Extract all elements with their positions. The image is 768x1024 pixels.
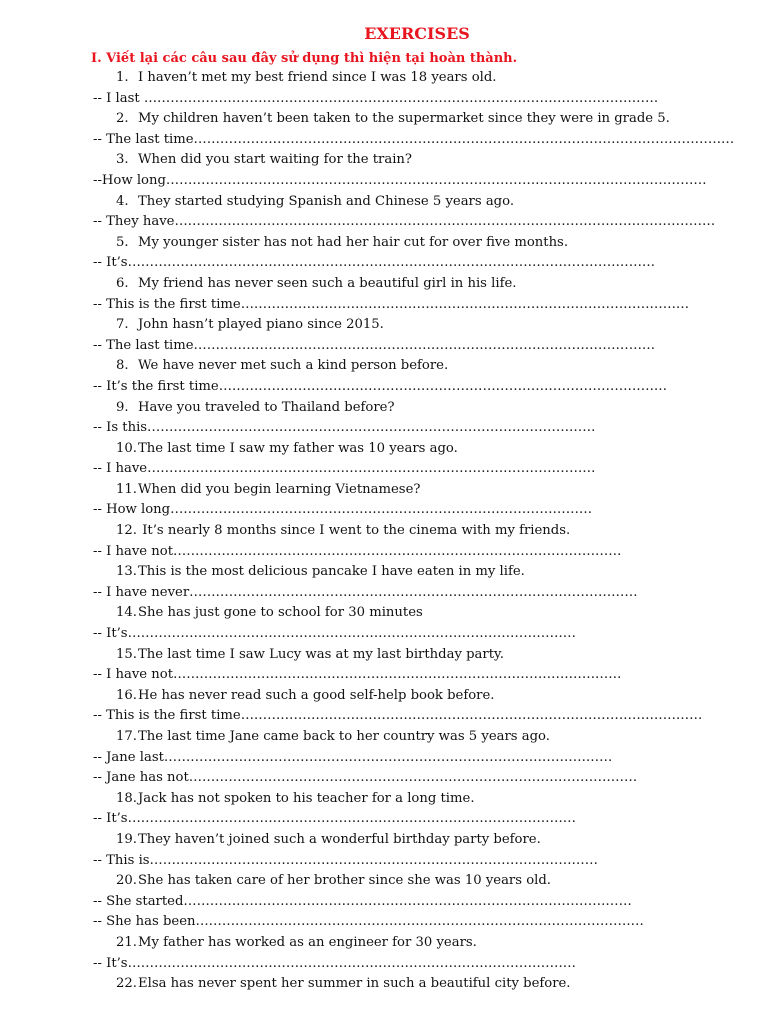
exercise-question [0,150,768,171]
question-text: My younger sister has not had her hair cut for over five months. [138,234,569,250]
exercise-question [0,315,768,336]
question-text: The last time I saw my father was 10 years ago. [138,440,458,456]
answer-prompt: -- It’s………………………………………………………………………………………… [93,811,576,827]
question-number: 19. [116,831,137,847]
question-text: When did you begin learning Vietnamese? [138,481,421,497]
exercise-question [0,68,768,89]
question-number: 15. [116,646,137,662]
question-number: 9. [116,399,129,415]
exercise-question [0,398,768,419]
question-number: 1. [116,70,129,85]
question-text: It’s nearly 8 months since I went to the cinema with my friends. [138,523,571,539]
answer-line [0,954,768,975]
question-number: 4. [116,193,129,209]
exercise-list [0,68,768,995]
question-text: The last time I saw Lucy was at my last birthday party. [138,646,504,662]
question-text: We have never met such a kind person before. [138,358,449,374]
answer-line [0,171,768,192]
question-text: I haven’t met my best friend since I was 18 years old. [138,70,497,85]
exercise-question [0,192,768,213]
answer-prompt: -- The last time…………………………………………………………………………………………………………… [93,131,735,147]
exercise-question [0,727,768,748]
answer-line [0,336,768,357]
exercise-question [0,480,768,501]
question-number: 20. [116,873,137,889]
answer-line [0,253,768,274]
answer-prompt: -- It’s………………………………………………………………………………………… [93,626,576,642]
question-number: 2. [116,111,129,127]
exercise-question [0,974,768,995]
answer-line [0,912,768,933]
question-text: When did you start waiting for the train? [138,152,412,168]
question-text: Elsa has never spent her summer in such a beautiful city before. [138,976,571,992]
answer-line [0,377,768,398]
answer-line [0,706,768,727]
answer-prompt: -- It’s………………………………………………………………………………………… [93,955,576,971]
question-number: 5. [116,234,129,250]
exercise-question [0,645,768,666]
answer-prompt: -- Jane last………………………………………………………………………………………… [93,749,613,765]
question-text: My father has worked as an engineer for 30 years. [138,934,477,950]
section-heading: I. Viết lại các câu sau đây sử dụng thì hiện tại hoàn thành. [91,51,518,66]
answer-prompt: -- They have…………………………………………………………………………………………………………… [93,214,716,230]
answer-line [0,748,768,769]
answer-prompt: -- I have not………………………………………………………………………………………… [93,543,622,559]
answer-line [0,418,768,439]
exercise-question [0,521,768,542]
answer-line [0,130,768,151]
question-text: They started studying Spanish and Chinese 5 years ago. [138,193,515,209]
answer-line [0,892,768,913]
question-text: Have you traveled to Thailand before? [138,399,395,415]
answer-line [0,665,768,686]
answer-prompt: -- It’s………………………………………………………………………………………………………… [93,255,656,271]
question-text: My children haven’t been taken to the supermarket since they were in grade 5. [138,111,670,127]
answer-line [0,295,768,316]
answer-prompt: -- This is………………………………………………………………………………………… [93,852,598,868]
answer-prompt: -- She has been………………………………………………………………………………………… [93,914,644,930]
question-number: 8. [116,358,129,374]
answer-line [0,768,768,789]
answer-line [0,851,768,872]
answer-prompt: -- This is the first time…………………………………………………………………………………………… [93,708,703,724]
question-number: 10. [116,440,137,456]
question-number: 11. [116,481,137,497]
answer-prompt: -- It’s the first time………………………………………………………………………………………… [93,378,668,394]
question-text: She has taken care of her brother since she was 10 years old. [138,873,551,889]
page-title: EXERCISES [364,24,470,43]
exercise-question [0,109,768,130]
question-text: My friend has never seen such a beautiful girl in his life. [138,275,517,291]
answer-line [0,212,768,233]
answer-line [0,500,768,521]
exercise-question [0,233,768,254]
question-text: She has just gone to school for 30 minutes [138,605,423,621]
exercise-question [0,686,768,707]
exercise-question [0,933,768,954]
answer-prompt: -- I have not………………………………………………………………………………………… [93,667,622,683]
exercise-question [0,274,768,295]
exercise-question [0,562,768,583]
question-text: This is the most delicious pancake I have eaten in my life. [138,564,525,580]
answer-prompt: -- I have………………………………………………………………………………………… [93,461,596,477]
question-text: Jack has not spoken to his teacher for a long time. [138,790,475,806]
question-number: 12. [116,523,137,539]
exercise-question [0,871,768,892]
question-number: 13. [116,564,137,580]
answer-line [0,459,768,480]
exercise-question [0,603,768,624]
question-number: 3. [116,152,129,168]
answer-prompt: -- Jane has not………………………………………………………………………………………… [93,770,638,786]
exercise-question [0,356,768,377]
answer-prompt: --How long…………………………………………………………………………………………………………… [93,172,707,188]
exercise-question [0,439,768,460]
question-number: 6. [116,275,129,291]
question-text: John hasn’t played piano since 2015. [138,317,384,333]
question-number: 7. [116,317,129,333]
question-text: They haven’t joined such a wonderful birthday party before. [138,831,541,847]
answer-prompt: -- How long…………………………………………………………………………………… [93,502,593,518]
answer-line [0,809,768,830]
question-number: 16. [116,687,137,703]
answer-prompt: -- I have never………………………………………………………………………………………… [93,584,638,600]
question-text: The last time Jane came back to her country was 5 years ago. [138,729,550,744]
answer-prompt: -- This is the first time………………………………………………………………………………………… [93,296,690,312]
answer-prompt: -- The last time…………………………………………………………………………………………… [93,337,656,353]
question-number: 17. [116,729,137,744]
question-number: 22. [116,976,137,992]
answer-line [0,89,768,110]
answer-line [0,542,768,563]
question-number: 14. [116,605,137,621]
question-text: He has never read such a good self-help book before. [138,687,495,703]
answer-line [0,583,768,604]
exercise-question [0,830,768,851]
answer-line [0,624,768,645]
answer-prompt: -- She started………………………………………………………………………………………… [93,893,632,909]
answer-prompt: -- I last ……………………………………………………………………………………………………… [93,90,659,106]
answer-prompt: -- Is this………………………………………………………………………………………… [93,420,596,436]
question-number: 18. [116,790,137,806]
exercise-question [0,789,768,810]
question-number: 21. [116,934,137,950]
